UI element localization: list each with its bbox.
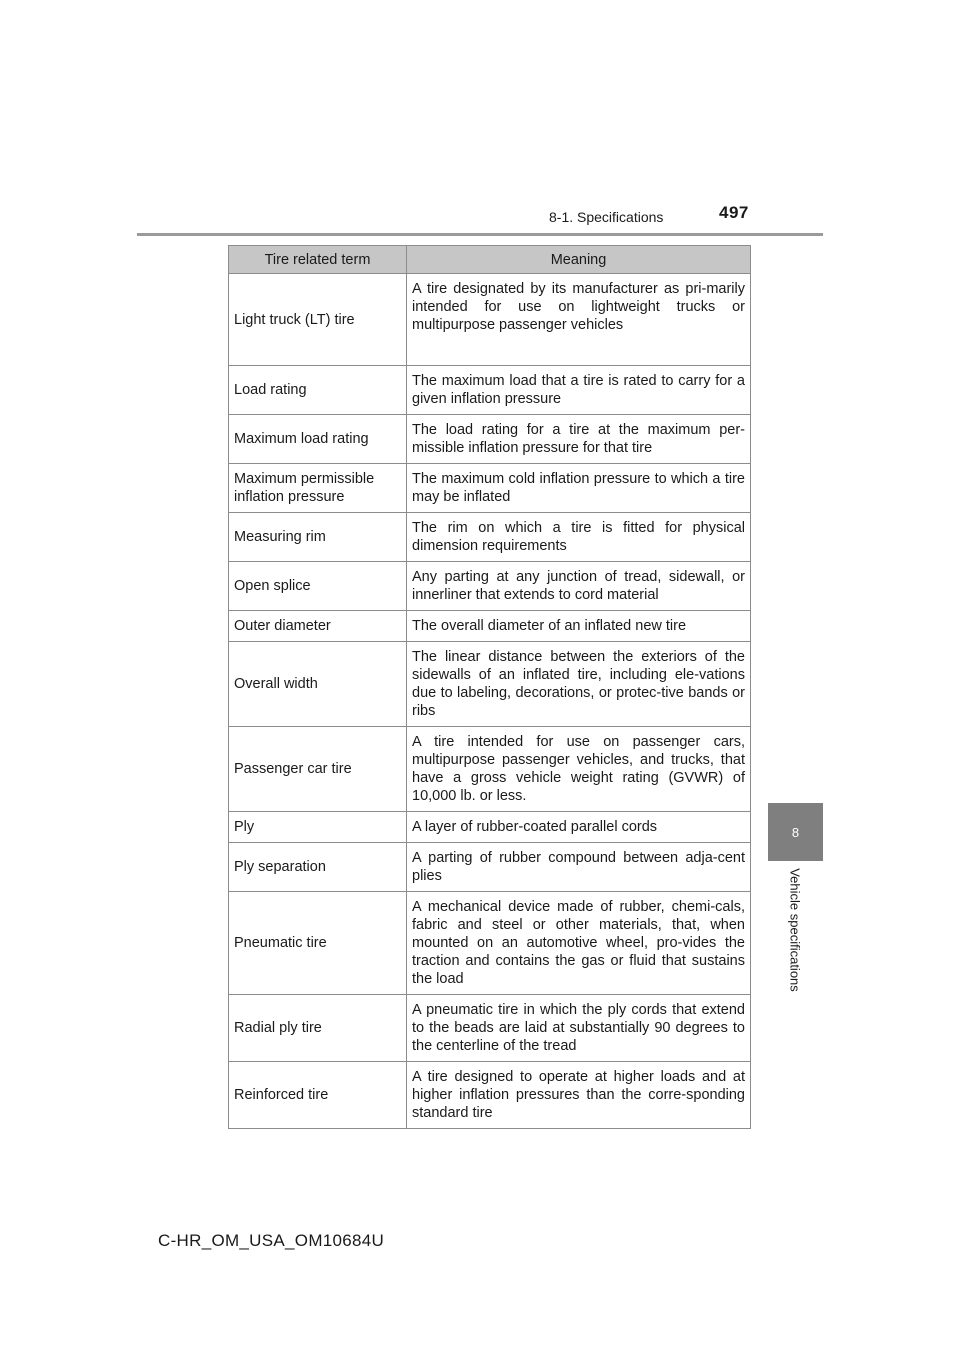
meaning-cell: A tire designed to operate at higher loads and at higher inflation pressures than the corre-sponding standard tire: [407, 1062, 751, 1129]
term-cell: Outer diameter: [229, 611, 407, 642]
section-title: 8-1. Specifications: [549, 209, 664, 225]
meaning-cell: The maximum load that a tire is rated to carry for a given inflation pressure: [407, 366, 751, 415]
table-row: [229, 464, 751, 513]
table-row: [229, 1062, 751, 1129]
column-header-meaning: Meaning: [407, 246, 751, 274]
meaning-cell: A parting of rubber compound between adja-cent plies: [407, 843, 751, 892]
table-body: [229, 274, 751, 1129]
header-divider: [137, 233, 823, 236]
table-row: [229, 274, 751, 366]
table-header-row: [229, 246, 751, 274]
chapter-label: Vehicle specifications: [787, 868, 803, 992]
page-number: 497: [719, 203, 749, 222]
meaning-cell: The linear distance between the exteriors of the sidewalls of an inflated tire, including ele-vations due to labeling, decorations, or protec-tive bands or ribs: [407, 642, 751, 727]
table-row: [229, 995, 751, 1062]
meaning-cell: A tire intended for use on passenger cars, multipurpose passenger vehicles, and trucks, that have a gross vehicle weight rating (GVWR) of 10,000 lb. or less.: [407, 727, 751, 812]
table-row: [229, 366, 751, 415]
table-row: [229, 611, 751, 642]
table-row: [229, 513, 751, 562]
table-row: [229, 812, 751, 843]
table-row: [229, 562, 751, 611]
table-row: [229, 642, 751, 727]
meaning-cell: Any parting at any junction of tread, sidewall, or innerliner that extends to cord material: [407, 562, 751, 611]
meaning-cell: The load rating for a tire at the maximum per-missible inflation pressure for that tire: [407, 415, 751, 464]
term-cell: Maximum load rating: [229, 415, 407, 464]
term-cell: Maximum permissible inflation pressure: [229, 464, 407, 513]
term-cell: Measuring rim: [229, 513, 407, 562]
term-cell: Open splice: [229, 562, 407, 611]
term-cell: Passenger car tire: [229, 727, 407, 812]
term-cell: Overall width: [229, 642, 407, 727]
table-row: [229, 727, 751, 812]
column-header-term: Tire related term: [229, 246, 407, 274]
term-cell: Light truck (LT) tire: [229, 274, 407, 366]
tire-terms-table: [228, 245, 751, 1129]
chapter-number: 8: [791, 824, 800, 840]
term-cell: Pneumatic tire: [229, 892, 407, 995]
table-row: [229, 892, 751, 995]
term-cell: Load rating: [229, 366, 407, 415]
chapter-tab[interactable]: [768, 803, 823, 861]
term-cell: Ply separation: [229, 843, 407, 892]
meaning-cell: The overall diameter of an inflated new tire: [407, 611, 751, 642]
document-code: C-HR_OM_USA_OM10684U: [158, 1231, 385, 1250]
meaning-cell: A mechanical device made of rubber, chemi-cals, fabric and steel or other materials, that, when mounted on an automotive wheel, pro-vides the traction and contains the gas or fluid that sustains the load: [407, 892, 751, 995]
meaning-cell: A layer of rubber-coated parallel cords: [407, 812, 751, 843]
meaning-cell: A tire designated by its manufacturer as pri-marily intended for use on lightweight trucks or multipurpose passenger vehicles: [407, 274, 751, 366]
term-cell: Ply: [229, 812, 407, 843]
table-row: [229, 843, 751, 892]
term-cell: Radial ply tire: [229, 995, 407, 1062]
table-row: [229, 415, 751, 464]
meaning-cell: A pneumatic tire in which the ply cords that extend to the beads are laid at substantially 90 degrees to the centerline of the tread: [407, 995, 751, 1062]
term-cell: Reinforced tire: [229, 1062, 407, 1129]
meaning-cell: The maximum cold inflation pressure to which a tire may be inflated: [407, 464, 751, 513]
meaning-cell: The rim on which a tire is fitted for physical dimension requirements: [407, 513, 751, 562]
